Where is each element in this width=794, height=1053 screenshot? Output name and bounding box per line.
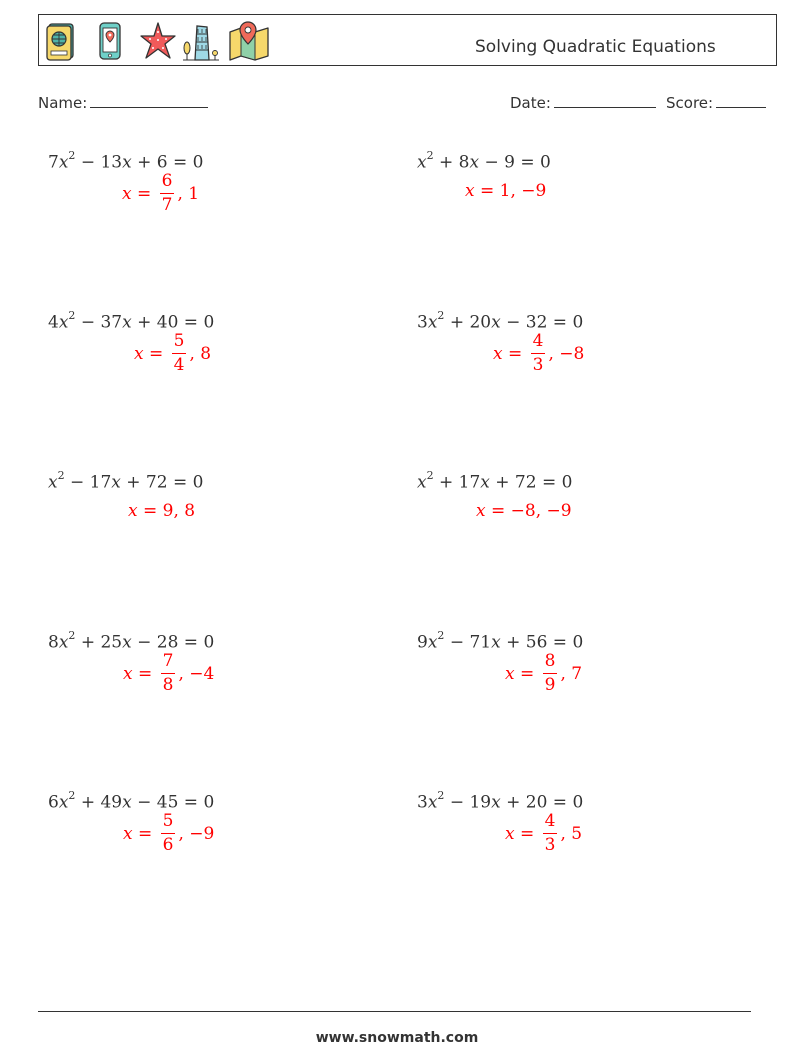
- variable: x: [480, 472, 490, 493]
- variable: x: [111, 472, 121, 493]
- answer-variable: x: [493, 343, 503, 364]
- term: + 17: [433, 472, 481, 493]
- answer: [505, 653, 582, 694]
- variable: x: [417, 472, 427, 493]
- answer-equals: =: [131, 183, 157, 204]
- fraction-denominator: 8: [162, 675, 174, 695]
- variable: x: [122, 632, 132, 653]
- term: − 32 = 0: [500, 312, 584, 333]
- answer-variable: x: [134, 343, 144, 364]
- answer-equals: =: [143, 343, 169, 364]
- equation: [417, 631, 583, 653]
- answer-fraction: [543, 653, 558, 694]
- coefficient: 9: [417, 632, 428, 653]
- answer-values: 9, 8: [162, 501, 196, 521]
- exponent: 2: [426, 469, 434, 482]
- answer-equals: =: [485, 501, 511, 521]
- variable: x: [417, 152, 427, 173]
- term: − 71: [444, 632, 492, 653]
- variable: x: [122, 152, 132, 173]
- answer: [493, 333, 584, 374]
- fraction-denominator: 4: [173, 355, 185, 375]
- answer-fraction: [161, 813, 176, 854]
- coefficient: 6: [48, 792, 59, 813]
- answer: [123, 813, 214, 854]
- term: − 17: [64, 472, 112, 493]
- answer: [128, 501, 195, 521]
- answer: [476, 501, 572, 521]
- footer-divider: [38, 1011, 751, 1012]
- equation: [417, 151, 551, 173]
- term: + 20: [444, 312, 492, 333]
- answer-equals: =: [502, 343, 528, 364]
- answer-values: −8, −9: [510, 501, 572, 521]
- term: − 37: [75, 312, 123, 333]
- term: + 40 = 0: [131, 312, 215, 333]
- passport-icon: [45, 20, 79, 62]
- leaning-tower-icon: [181, 20, 221, 62]
- equation: [417, 791, 583, 813]
- coefficient: 7: [48, 152, 59, 173]
- score-label: Score:: [666, 94, 714, 112]
- exponent: 2: [68, 629, 76, 642]
- answer-variable: x: [476, 501, 486, 521]
- variable: x: [427, 792, 438, 813]
- coefficient: 8: [48, 632, 59, 653]
- variable: x: [491, 312, 501, 333]
- fraction-numerator: 4: [531, 333, 546, 354]
- answer-equals: =: [132, 823, 158, 844]
- worksheet-header: [38, 14, 777, 66]
- answer-values: , 7: [560, 663, 583, 684]
- answer-variable: x: [123, 823, 133, 844]
- variable: x: [58, 632, 69, 653]
- fraction-denominator: 7: [161, 195, 173, 215]
- term: + 25: [75, 632, 123, 653]
- fraction-denominator: 3: [532, 355, 544, 375]
- answer-variable: x: [128, 501, 138, 521]
- term: − 28 = 0: [131, 632, 215, 653]
- exponent: 2: [68, 789, 76, 802]
- answer-values: , −9: [178, 823, 215, 844]
- variable: x: [58, 792, 69, 813]
- answer-variable: x: [122, 183, 132, 204]
- answer-equals: =: [474, 181, 500, 201]
- coefficient: 3: [417, 792, 428, 813]
- score-blank[interactable]: [716, 93, 766, 108]
- term: + 6 = 0: [131, 152, 204, 173]
- date-blank[interactable]: [554, 93, 656, 108]
- answer-values: , −4: [178, 663, 215, 684]
- fraction-denominator: 9: [544, 675, 556, 695]
- fraction-denominator: 3: [544, 835, 556, 855]
- variable: x: [491, 632, 501, 653]
- exponent: 2: [437, 789, 445, 802]
- answer: [505, 813, 582, 854]
- fraction-numerator: 6: [160, 173, 175, 194]
- variable: x: [58, 152, 69, 173]
- answer-fraction: [172, 333, 187, 374]
- answer-fraction: [543, 813, 558, 854]
- variable: x: [469, 152, 480, 173]
- phone-location-icon: [97, 20, 123, 62]
- variable: x: [58, 312, 69, 333]
- fraction-numerator: 5: [161, 813, 176, 834]
- equation: [48, 631, 214, 653]
- fraction-numerator: 8: [543, 653, 558, 674]
- equation: [417, 311, 583, 333]
- answer-variable: x: [505, 823, 515, 844]
- answer-equals: =: [132, 663, 158, 684]
- fraction-numerator: 5: [172, 333, 187, 354]
- term: − 45 = 0: [131, 792, 215, 813]
- answer: [123, 653, 214, 694]
- answer-values: , −8: [548, 343, 585, 364]
- exponent: 2: [437, 309, 445, 322]
- answer-variable: x: [505, 663, 515, 684]
- coefficient: 4: [48, 312, 59, 333]
- term: − 19: [444, 792, 492, 813]
- score-field[interactable]: [666, 93, 766, 112]
- exponent: 2: [57, 469, 65, 482]
- fraction-denominator: 6: [162, 835, 174, 855]
- footer-url: www.snowmath.com: [315, 1030, 479, 1046]
- exponent: 2: [68, 149, 76, 162]
- equation: [48, 311, 214, 333]
- answer-equals: =: [514, 823, 540, 844]
- term: − 13: [75, 152, 123, 173]
- date-label: Date:: [510, 94, 551, 112]
- variable: x: [122, 792, 132, 813]
- term: + 56 = 0: [500, 632, 584, 653]
- map-pin-icon: [227, 20, 271, 62]
- date-field[interactable]: [510, 93, 656, 112]
- term: + 8: [433, 152, 470, 173]
- name-field[interactable]: [38, 93, 208, 112]
- coefficient: 3: [417, 312, 428, 333]
- equation: [417, 471, 572, 493]
- term: + 72 = 0: [489, 472, 573, 493]
- equation: [48, 471, 203, 493]
- answer: [122, 173, 199, 214]
- answer-fraction: [161, 653, 176, 694]
- worksheet-title: Solving Quadratic Equations: [475, 37, 716, 57]
- answer-variable: x: [465, 181, 475, 201]
- variable: x: [491, 792, 501, 813]
- answer-fraction: [531, 333, 546, 374]
- term: + 49: [75, 792, 123, 813]
- variable: x: [427, 632, 438, 653]
- answer: [465, 181, 546, 201]
- answer: [134, 333, 211, 374]
- answer-values: , 1: [177, 183, 200, 204]
- exponent: 2: [437, 629, 445, 642]
- variable: x: [122, 312, 132, 333]
- answer-values: , 5: [560, 823, 583, 844]
- term: − 9 = 0: [479, 152, 551, 173]
- answer-equals: =: [137, 501, 163, 521]
- exponent: 2: [426, 149, 434, 162]
- variable: x: [427, 312, 438, 333]
- answer-values: , 8: [189, 343, 212, 364]
- answer-fraction: [160, 173, 175, 214]
- fraction-numerator: 7: [161, 653, 176, 674]
- equation: [48, 791, 214, 813]
- term: + 20 = 0: [500, 792, 584, 813]
- exponent: 2: [68, 309, 76, 322]
- name-blank[interactable]: [90, 93, 208, 108]
- equation: [48, 151, 203, 173]
- answer-values: 1, −9: [499, 181, 547, 201]
- fraction-numerator: 4: [543, 813, 558, 834]
- term: + 72 = 0: [120, 472, 204, 493]
- answer-equals: =: [514, 663, 540, 684]
- variable: x: [48, 472, 58, 493]
- name-label: Name:: [38, 94, 88, 112]
- starfish-icon: [139, 20, 177, 62]
- answer-variable: x: [123, 663, 133, 684]
